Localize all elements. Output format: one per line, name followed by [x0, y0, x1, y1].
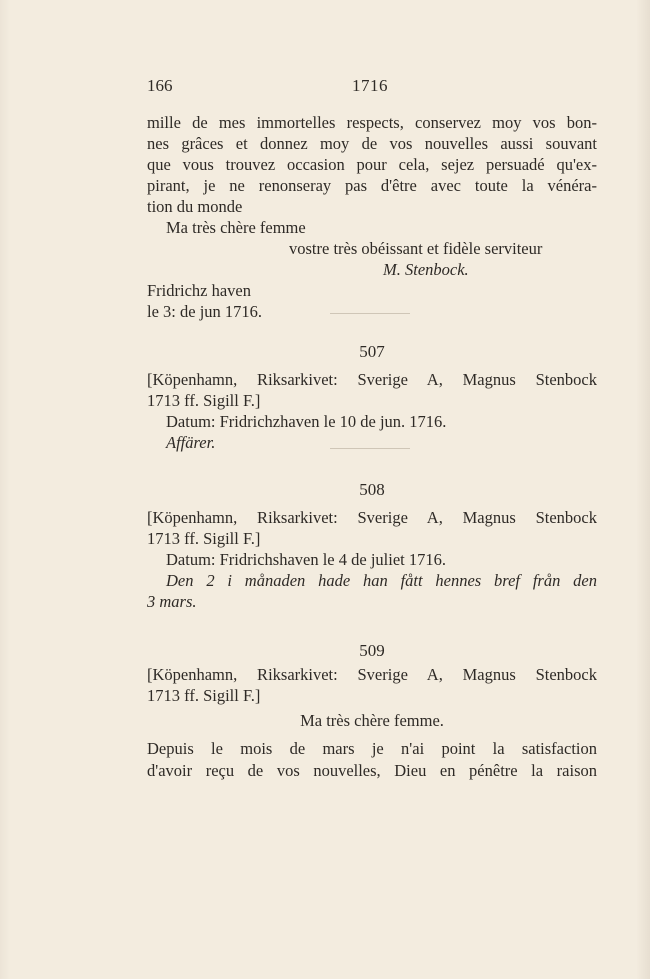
running-year: 1716: [352, 76, 388, 95]
running-header: [147, 76, 597, 100]
body-line: d'avoir reçu de vos nouvelles, Dieu en pénêtre la raison: [147, 761, 597, 780]
letter-number: 508: [359, 480, 385, 499]
body-line: nes grâces et donnez moy de vos nouvelles aussi souvant: [147, 134, 597, 153]
letter-note: Den 2 i månaden hade han fått hennes bref från den: [166, 571, 597, 590]
date-line: le 3: de jun 1716.: [147, 302, 263, 321]
page-shadow-left: [0, 0, 10, 979]
section-rule: [330, 448, 410, 449]
archive-line: [Köpenhamn, Riksarkivet: Sverige A, Magnus Stenbock: [147, 508, 597, 527]
body-line: tion du monde: [147, 197, 243, 216]
letter-number: 507: [359, 342, 385, 361]
section-rule: [330, 313, 410, 314]
closing-line: vostre très obéissant et fidèle serviteur: [289, 239, 543, 258]
archive-line: [Köpenhamn, Riksarkivet: Sverige A, Magnus Stenbock: [147, 665, 597, 684]
letter-number: 509: [359, 641, 385, 660]
place-line: Fridrichz haven: [147, 281, 252, 300]
archive-line: 1713 ff. Sigill F.]: [147, 686, 261, 705]
body-line: pirant, je ne renonseray pas d'être avec toute la vénéra-: [147, 176, 597, 195]
datum-line: Datum: Fridrichzhaven le 10 de jun. 1716.: [166, 412, 447, 431]
page-shadow-right: [636, 0, 650, 979]
datum-line: Datum: Fridrichshaven le 4 de juliet 1716.: [166, 550, 446, 569]
signature: M. Stenbock.: [383, 260, 469, 279]
salutation-line: Ma très chère femme: [166, 218, 306, 237]
body-line: mille de mes immortelles respects, conservez moy vos bon-: [147, 113, 597, 132]
archive-line: 1713 ff. Sigill F.]: [147, 391, 261, 410]
page-number: 166: [147, 76, 173, 95]
archive-line: [Köpenhamn, Riksarkivet: Sverige A, Magnus Stenbock: [147, 370, 597, 389]
archive-line: 1713 ff. Sigill F.]: [147, 529, 261, 548]
salutation-line: Ma très chère femme.: [300, 711, 444, 730]
letter-note: 3 mars.: [147, 592, 197, 611]
body-line: Depuis le mois de mars je n'ai point la satisfaction: [147, 739, 597, 758]
letter-note: Affärer.: [166, 433, 216, 452]
body-line: que vous trouvez occasion pour cela, sejez persuadé qu'ex-: [147, 155, 597, 174]
